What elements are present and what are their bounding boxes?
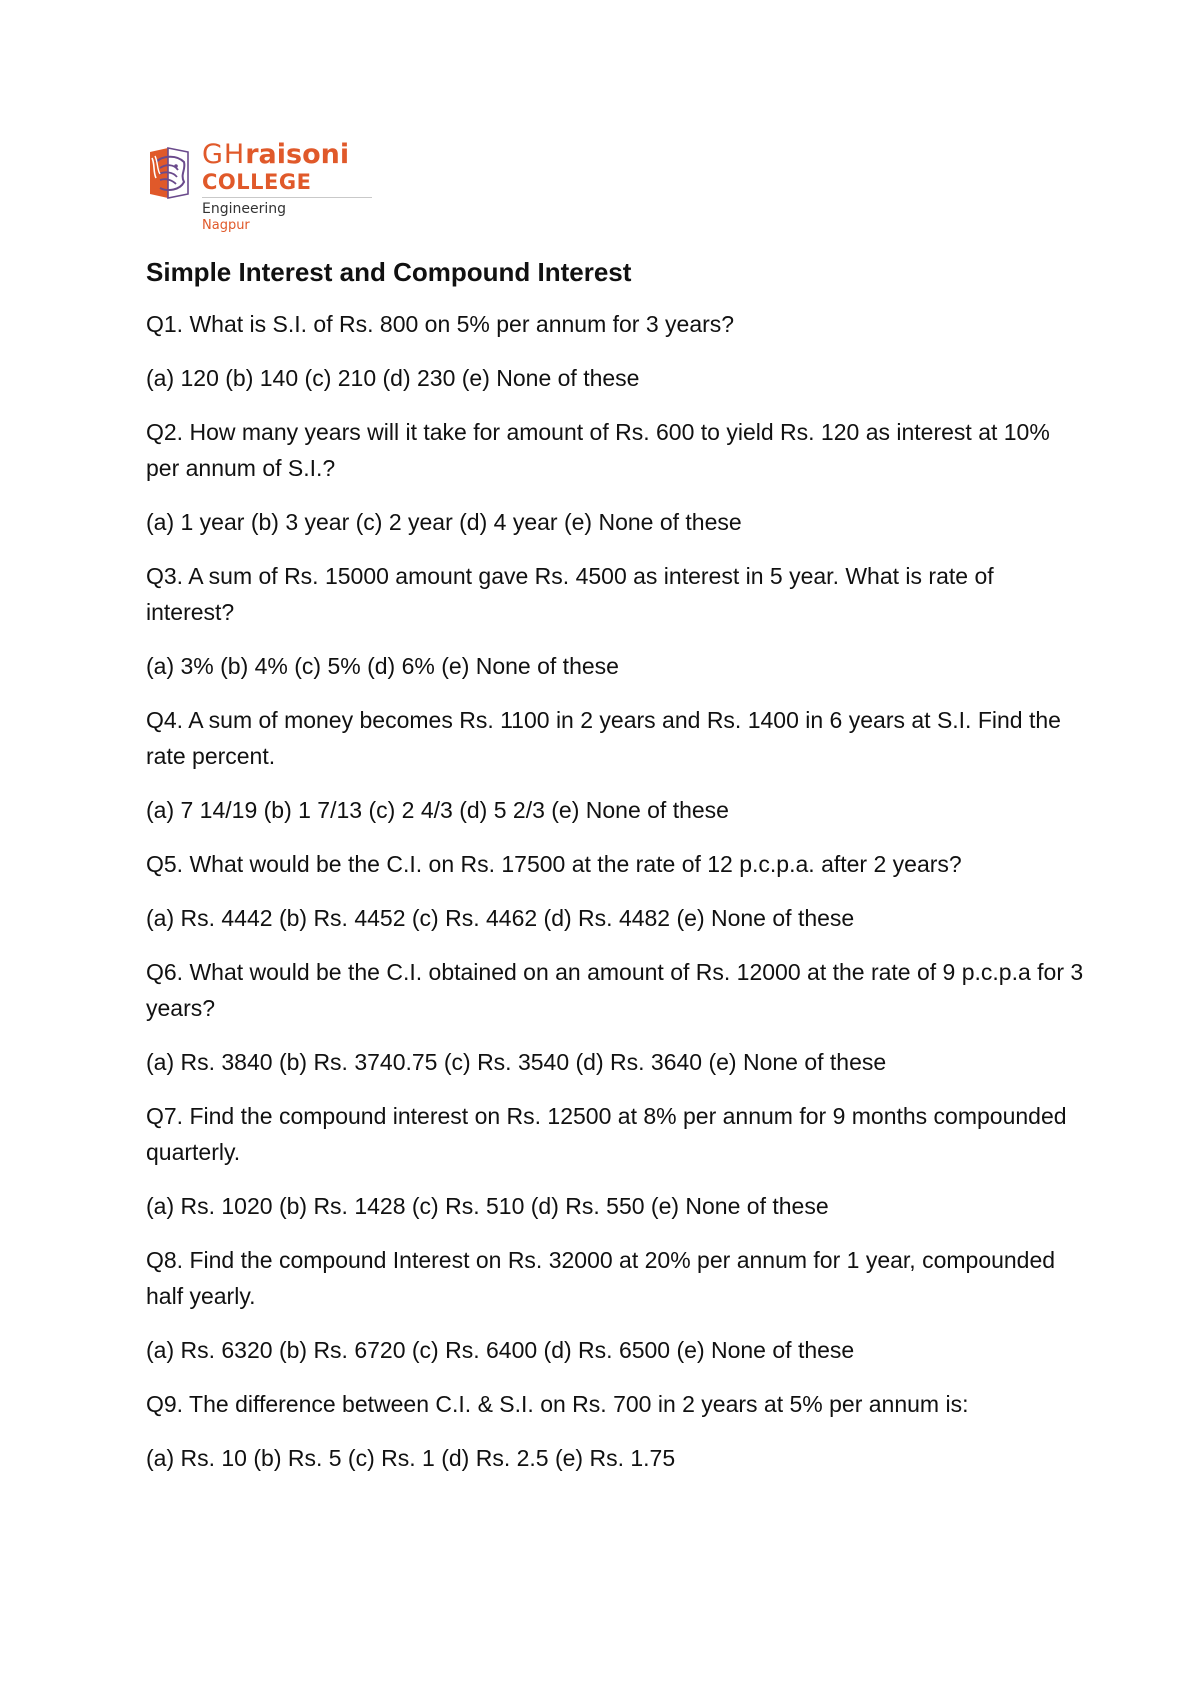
question-text: Q5. What would be the C.I. on Rs. 17500 at the rate of 12 p.c.p.a. after 2 years? bbox=[146, 851, 962, 877]
lion-head-icon bbox=[146, 144, 192, 204]
logo-wordmark bbox=[202, 140, 378, 233]
question-text: Q8. Find the compound Interest on Rs. 32000 at 20% per annum for 1 year, compounded half yearly. bbox=[146, 1247, 1056, 1309]
question-text: Q7. Find the compound interest on Rs. 12500 at 8% per annum for 9 months compounded quarterly. bbox=[146, 1103, 1067, 1165]
document-content bbox=[146, 255, 1086, 1494]
question-options: (a) Rs. 10 (b) Rs. 5 (c) Rs. 1 (d) Rs. 2.5 (e) Rs. 1.75 bbox=[146, 1445, 676, 1471]
question-text: Q4. A sum of money becomes Rs. 1100 in 2 years and Rs. 1400 in 6 years at S.I. Find the rate percent. bbox=[146, 707, 1061, 769]
question-options: (a) 7 14/19 (b) 1 7/13 (c) 2 4/3 (d) 5 2/3 (e) None of these bbox=[146, 797, 729, 823]
brand-line bbox=[202, 140, 378, 170]
brand-name: raisoni bbox=[245, 139, 350, 170]
question-options: (a) Rs. 4442 (b) Rs. 4452 (c) Rs. 4462 (d) Rs. 4482 (e) None of these bbox=[146, 905, 855, 931]
question-text: Q6. What would be the C.I. obtained on an amount of Rs. 12000 at the rate of 9 p.c.p.a for 3 years? bbox=[146, 959, 1084, 1021]
city-label: Nagpur bbox=[202, 218, 250, 233]
question-text: Q3. A sum of Rs. 15000 amount gave Rs. 4500 as interest in 5 year. What is rate of interest? bbox=[146, 563, 994, 625]
brand-prefix: GH bbox=[202, 139, 246, 170]
college-logo bbox=[146, 140, 376, 240]
college-label: COLLEGE bbox=[202, 170, 372, 198]
question-options: (a) 3% (b) 4% (c) 5% (d) 6% (e) None of these bbox=[146, 653, 619, 679]
question-options: (a) Rs. 3840 (b) Rs. 3740.75 (c) Rs. 3540 (d) Rs. 3640 (e) None of these bbox=[146, 1049, 887, 1075]
question-options: (a) 1 year (b) 3 year (c) 2 year (d) 4 year (e) None of these bbox=[146, 509, 742, 535]
department-label: Engineering bbox=[202, 201, 286, 217]
question-text: Q9. The difference between C.I. & S.I. on Rs. 700 in 2 years at 5% per annum is: bbox=[146, 1391, 969, 1417]
question-options: (a) Rs. 6320 (b) Rs. 6720 (c) Rs. 6400 (d) Rs. 6500 (e) None of these bbox=[146, 1337, 855, 1363]
question-options: (a) Rs. 1020 (b) Rs. 1428 (c) Rs. 510 (d) Rs. 550 (e) None of these bbox=[146, 1193, 829, 1219]
question-text: Q1. What is S.I. of Rs. 800 on 5% per annum for 3 years? bbox=[146, 311, 735, 337]
document-title: Simple Interest and Compound Interest bbox=[146, 257, 632, 287]
question-text: Q2. How many years will it take for amount of Rs. 600 to yield Rs. 120 as interest at 10% per annum of S.I.? bbox=[146, 419, 1050, 481]
question-options: (a) 120 (b) 140 (c) 210 (d) 230 (e) None of these bbox=[146, 365, 640, 391]
